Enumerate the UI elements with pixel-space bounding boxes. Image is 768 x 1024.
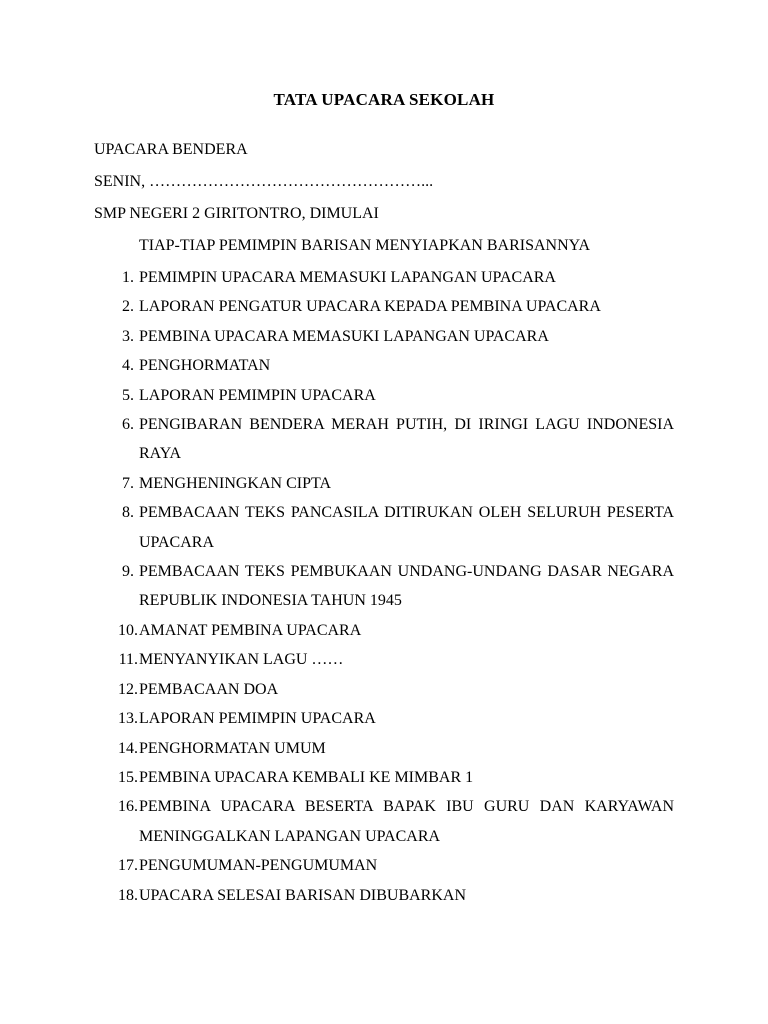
step-text: PENGHORMATAN UMUM bbox=[139, 739, 326, 757]
list-item bbox=[0, 557, 768, 616]
step-number: 1. bbox=[122, 269, 134, 286]
step-number: 9. bbox=[122, 563, 134, 581]
step-number: 7. bbox=[122, 474, 134, 492]
list-item bbox=[0, 734, 768, 763]
step-number: 2. bbox=[122, 298, 134, 316]
step-text: PENGIBARAN BENDERA MERAH PUTIH, DI IRINGI LAGU INDONESIA RAYA bbox=[139, 416, 674, 463]
list-item bbox=[0, 410, 768, 469]
step-number: 12. bbox=[118, 680, 138, 698]
step-text: PEMBINA UPACARA MEMASUKI LAPANGAN UPACARA bbox=[139, 327, 549, 345]
step-number: 14. bbox=[118, 739, 138, 757]
list-item bbox=[0, 881, 768, 910]
list-item bbox=[0, 351, 768, 380]
school-line: SMP NEGERI 2 GIRITONTRO, DIMULAI bbox=[94, 205, 379, 222]
list-item bbox=[0, 645, 768, 674]
step-text: PENGUMUMAN-PENGUMUMAN bbox=[139, 857, 378, 875]
step-text: PEMBACAAN TEKS PANCASILA DITIRUKAN OLEH SELURUH PESERTA UPACARA bbox=[139, 504, 674, 551]
day-date-line: SENIN, ……………………………………………... bbox=[94, 173, 434, 190]
step-text: LAPORAN PEMIMPIN UPACARA bbox=[139, 710, 376, 728]
ceremony-steps-list bbox=[0, 263, 768, 910]
step-number: 8. bbox=[122, 504, 134, 522]
step-number: 4. bbox=[122, 357, 134, 375]
intro-line: TIAP-TIAP PEMIMPIN BARISAN MENYIAPKAN BARISANNYA bbox=[139, 237, 590, 254]
step-number: 10. bbox=[118, 621, 138, 639]
list-item bbox=[0, 851, 768, 880]
step-number: 3. bbox=[122, 327, 134, 345]
list-item bbox=[0, 292, 768, 321]
step-text: PEMBACAAN DOA bbox=[139, 680, 279, 698]
step-number: 15. bbox=[118, 768, 138, 786]
list-item bbox=[0, 381, 768, 410]
step-text: LAPORAN PEMIMPIN UPACARA bbox=[139, 386, 376, 404]
step-text: PEMBINA UPACARA BESERTA BAPAK IBU GURU DAN KARYAWAN MENINGGALKAN LAPANGAN UPACARA bbox=[139, 798, 674, 845]
document-title: TATA UPACARA SEKOLAH bbox=[273, 90, 495, 109]
step-number: 17. bbox=[118, 857, 138, 875]
list-item bbox=[0, 792, 768, 851]
step-text: LAPORAN PENGATUR UPACARA KEPADA PEMBINA UPACARA bbox=[139, 298, 601, 316]
step-number: 5. bbox=[122, 386, 134, 404]
ceremony-type-line: UPACARA BENDERA bbox=[94, 141, 248, 158]
step-text: PEMIMPIN UPACARA MEMASUKI LAPANGAN UPACARA bbox=[139, 269, 556, 286]
step-text: PEMBACAAN TEKS PEMBUKAAN UNDANG-UNDANG DASAR NEGARA REPUBLIK INDONESIA TAHUN 1945 bbox=[139, 563, 674, 610]
list-item bbox=[0, 763, 768, 792]
list-item bbox=[0, 498, 768, 557]
list-item bbox=[0, 675, 768, 704]
list-item bbox=[0, 322, 768, 351]
step-number: 11. bbox=[118, 651, 138, 669]
step-number: 16. bbox=[118, 798, 138, 816]
step-text: AMANAT PEMBINA UPACARA bbox=[139, 621, 362, 639]
list-item bbox=[0, 263, 768, 292]
step-text: PEMBINA UPACARA KEMBALI KE MIMBAR 1 bbox=[139, 768, 474, 786]
step-number: 13. bbox=[118, 710, 138, 728]
step-text: UPACARA SELESAI BARISAN DIBUBARKAN bbox=[139, 886, 467, 904]
list-item bbox=[0, 616, 768, 645]
list-item bbox=[0, 469, 768, 498]
step-text: MENYANYIKAN LAGU …… bbox=[139, 651, 344, 669]
list-item bbox=[0, 704, 768, 733]
step-text: MENGHENINGKAN CIPTA bbox=[139, 474, 332, 492]
step-number: 6. bbox=[122, 416, 134, 434]
step-number: 18. bbox=[118, 886, 138, 904]
step-text: PENGHORMATAN bbox=[139, 357, 271, 375]
